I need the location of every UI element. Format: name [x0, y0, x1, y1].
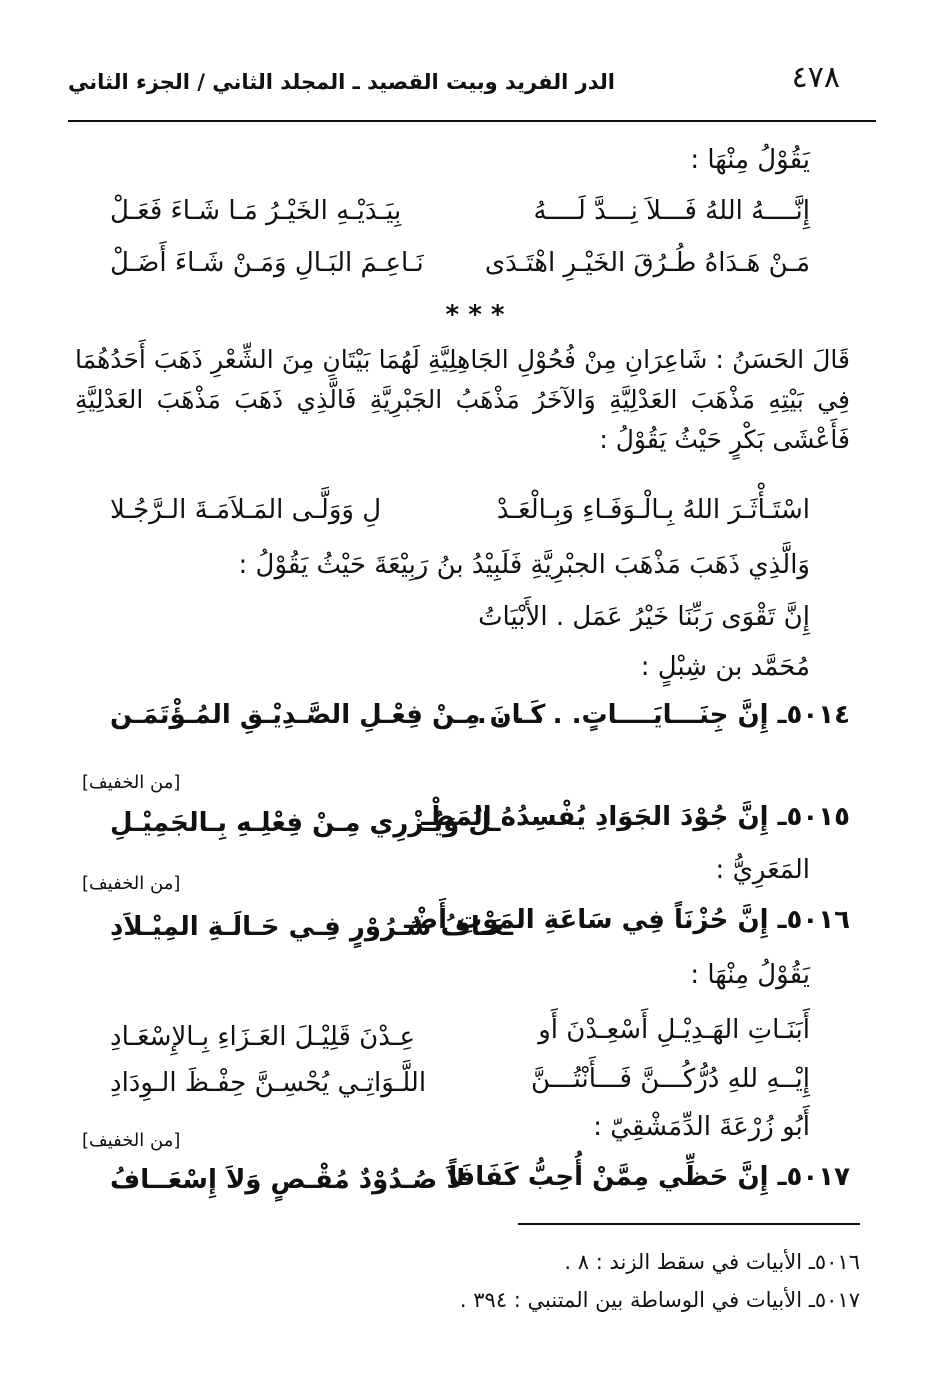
verse-5014-left: كَـانَ مِـنْ فِعْـلِ الصَّـدِيْـقِ المُـؤْتَمَـن: [110, 700, 546, 730]
verse-3-right: اسْتَـأْثَـرَ اللهُ بِـالْـوَفَـاءِ وَبِـالْعَـدْ: [496, 495, 810, 525]
verse-7-left: عِـدْنَ قَلِيْـلَ العَـزَاءِ بِـالإِسْعَـادِ: [110, 1022, 416, 1052]
verse-5017-left: لاَ صُـدُوْدٌ مُقْـصٍ وَلاَ إِسْعَــافُ: [110, 1165, 466, 1195]
poet-name: المَعَرِيُّ :: [715, 855, 810, 885]
intro-line: يَقُوْلُ مِنْهَا :: [690, 960, 810, 990]
header-rule: [68, 120, 876, 122]
poet-name: مُحَمَّد بن شِبْلٍ :: [640, 652, 810, 682]
verse-5016-right: ٥٠١٦ـ إِنَّ حُزْنَاً فِي سَاعَةِ المَوْتِ أَضْـ: [404, 905, 850, 935]
verse-8-right: إِيْــهِ للهِ دُرُّكُـــنَّ فَـــأَنْتُـــنَّ: [531, 1064, 810, 1094]
footnote: ٥٠١٧ـ الأبيات في الوساطة بين المتنبي : ٣٩٤ .: [459, 1288, 860, 1312]
verse-5014-right: ٥٠١٤ـ إِنَّ جِنَـــايَــــاتٍ. . . . . .: [476, 700, 850, 730]
page-number: ٤٧٨: [791, 60, 840, 95]
verse-5017-right: ٥٠١٧ـ إِنَّ حَظِّي مِمَّنْ أُحِبُّ كَفَافَاً: [448, 1162, 850, 1192]
meter-label: [من الخفيف]: [82, 772, 181, 793]
intro-line: يَقُوْلُ مِنْهَا :: [690, 145, 810, 175]
verse-5016-left: ـعَـافُ سُـرُوْرٍ فِـي حَـالَـةِ المِيْـلاَدِ: [110, 912, 514, 942]
section-separator: * * *: [445, 300, 505, 330]
footnote: ٥٠١٦ـ الأبيات في سقط الزند : ٨ .: [564, 1250, 860, 1274]
verse-2-left: نَـاعِـمَ البَـالِ وَمَـنْ شَـاءَ أَضَـلْ: [110, 248, 424, 278]
poet-name: أَبُو زُرْعَةَ الدِّمَشْقِيّ :: [593, 1112, 810, 1142]
labid-verse: إِنَّ تَقْوَى رَبِّنَا خَيْرُ عَمَل . الأَبْيَاتُ: [478, 602, 810, 632]
verse-5015-left: ـلُ وَيُـزْرِي مِـنْ فِعْلِـهِ بِـالجَمِيْـلِ: [110, 808, 501, 838]
verse-7-right: أَبَنَـاتِ الهَـدِيْـلِ أَسْعِـدْنَ أَو: [538, 1015, 810, 1045]
running-title: الدر الفريد وبيت القصيد ـ المجلد الثاني / الجزء الثاني: [68, 70, 615, 94]
verse-1-right: إِنَّــــهُ اللهُ فَـــلاَ نِـــدَّ لَــــهُ: [533, 196, 810, 226]
paragraph-hasan: قَالَ الحَسَنُ : شَاعِرَانِ مِنْ فُحُوْلِ الجَاهِلِيَّةِ لَهُمَا بَيْتَانِ مِنَ الشِّعْرِ ذَهَبَ أَحَدُهُمَا فِي بَيْتِهِ مَذْهَبَ العَدْلِيَّةِ وَالآخَرُ مَذْهَبُ الجَبْرِيَّةِ فَالَّذِي ذَهَبَ مَذْهَبَ العَدْلِيَّةِ فَأَعْشَى بَكْرٍ حَيْثُ يَقُوْلُ :: [75, 345, 850, 454]
meter-label: [من الخفيف]: [82, 1130, 181, 1151]
verse-3-left: لِ وَوَلَّـى المَـلاَمَـةَ الـرَّجُـلا: [110, 495, 382, 525]
verse-2-right: مَـنْ هَـدَاهُ طُـرُقَ الخَيْـرِ اهْتَـدَى: [484, 248, 810, 278]
footnote-rule: [518, 1223, 860, 1225]
meter-label: [من الخفيف]: [82, 873, 181, 894]
verse-5015-right: ٥٠١٥ـ إِنَّ جُوْدَ الجَوَادِ يُفْسِدُهُ المَطْـ: [421, 802, 850, 832]
verse-8-left: اللَّـوَاتِـي يُحْسِـنَّ حِفْـظَ الـوِدَادِ: [110, 1068, 427, 1098]
verse-1-left: بِيَـدَيْـهِ الخَيْـرُ مَـا شَـاءَ فَعَـلْ: [110, 196, 402, 226]
labid-intro: وَالَّذِي ذَهَبَ مَذْهَبَ الجبْرِيَّةِ فَلَبِيْدُ بنُ رَبِيْعَةَ حَيْثُ يَقُوْلُ :: [238, 550, 810, 580]
